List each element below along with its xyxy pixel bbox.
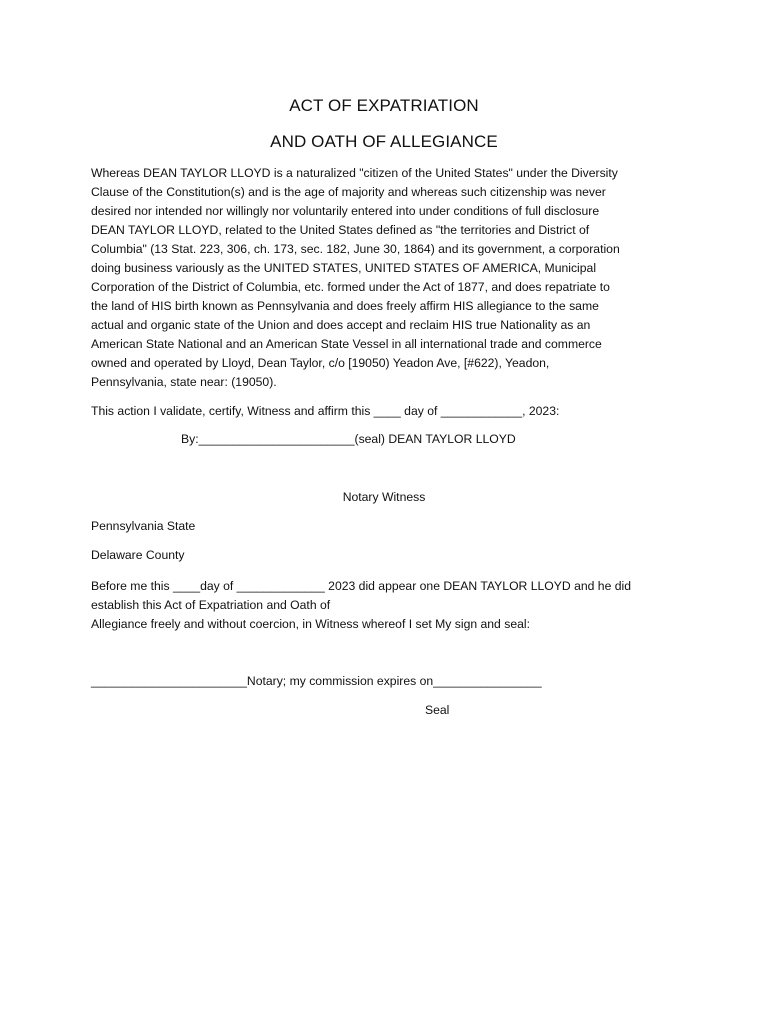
notary-signature-line: _______________________Notary; my commission expires on________________ <box>91 674 542 688</box>
before-me-paragraph: Before me this ____day of _____________ 2023 did appear one DEAN TAYLOR LLOYD and he did establish this Act of Expatriation and Oath of Allegiance freely and without coercion, in Witness whereof I set My sign and seal: <box>91 579 632 631</box>
validate-line: This action I validate, certify, Witness and affirm this ____ day of ____________, 2023: <box>91 404 560 418</box>
seal-label: Seal <box>425 703 450 717</box>
state-line: Pennsylvania State <box>91 519 196 533</box>
notary-witness-heading: Notary Witness <box>342 490 426 504</box>
main-paragraph: Whereas DEAN TAYLOR LLOYD is a naturalized "citizen of the United States" under the Diversity Clause of the Constitution(s) and is the age of majority and whereas such citizenship was never desired nor intended nor willingly nor voluntarily entered into under conditions of full disclosure DEAN TAYLOR LLOYD, related to the United States defined as "the territories and District of Columbia" (13 Stat. 223, 306, ch. 173, sec. 182, June 30, 1864) and its government, a corporation doing business variously as the UNITED STATES, UNITED STATES OF AMERICA, Municipal Corporation of the District of Columbia, etc. formed under the Act of 1877, and does repatriate to the land of HIS birth known as Pennsylvania and does freely affirm HIS allegiance to the same actual and organic state of the Union and does accept and reclaim HIS true Nationality as an American State National and an American State Vessel in all international trade and commerce owned and operated by Lloyd, Dean Taylor, c/o [19050) Yeadon Ave, [#622), Yeadon, Pennsylvania, state near: (19050). <box>91 166 620 389</box>
county-line: Delaware County <box>91 548 185 562</box>
signature-by-line: By:_______________________(seal) DEAN TAYLOR LLOYD <box>181 432 516 446</box>
document-title-line-1: ACT OF EXPATRIATION <box>289 96 479 115</box>
document-title-line-2: AND OATH OF ALLEGIANCE <box>270 132 498 151</box>
